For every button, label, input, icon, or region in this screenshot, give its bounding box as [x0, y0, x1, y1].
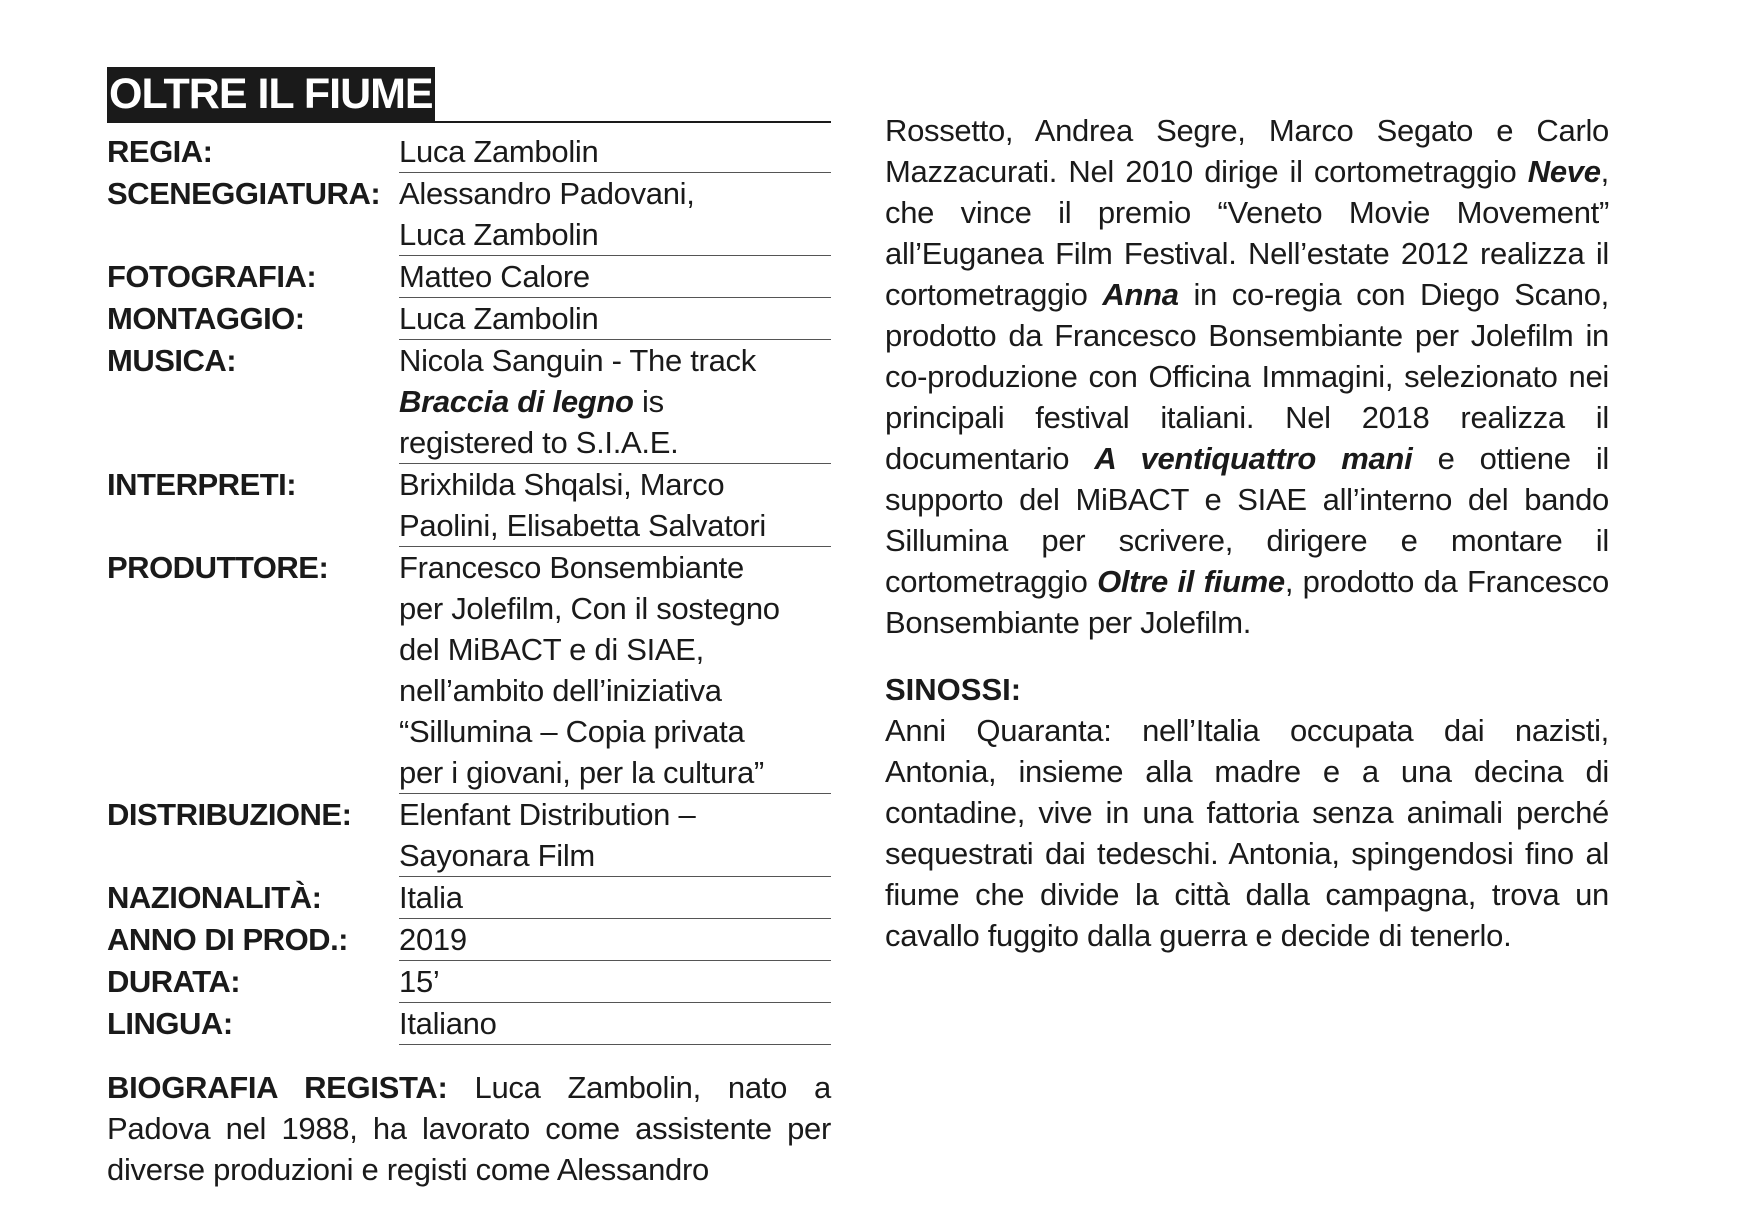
credit-value-line: nell’ambito dell’iniziativa: [399, 673, 722, 708]
bio-text: in co-regia con Diego Scano, prodotto da Francesco Bonsembiante per Jolefilm in co-produzione con Officina Immagini, selezionato nei principali festival italiani. Nel 2018 realizza il documentario: [885, 277, 1609, 476]
credit-value: [399, 1003, 831, 1045]
bio-text: Rossetto, Andrea Segre, Marco Segato e Carlo Mazzacurati. Nel 2010 dirige il cortometraggio: [885, 113, 1609, 189]
credit-value-line: Luca Zambolin: [399, 217, 599, 252]
credit-label: MUSICA:: [107, 343, 237, 378]
credit-value-line: Alessandro Padovani,: [399, 176, 695, 211]
credit-label: DURATA:: [107, 964, 241, 999]
sinossi-heading: SINOSSI:: [885, 672, 1022, 707]
credit-row-sceneggiatura: [107, 173, 831, 256]
credit-value: [399, 961, 831, 1003]
credit-value-line: Elenfant Distribution –: [399, 797, 696, 832]
credit-row-interpreti: [107, 464, 831, 547]
credit-value-line: Francesco Bonsembiante: [399, 550, 744, 585]
credit-row-fotografia: [107, 256, 831, 298]
left-column: [107, 67, 831, 1221]
credit-value: [399, 173, 831, 256]
credit-row-lingua: [107, 1003, 831, 1045]
credit-label: DISTRIBUZIONE:: [107, 797, 352, 832]
credit-row-montaggio: [107, 298, 831, 340]
credit-row-nazionalita: [107, 877, 831, 919]
credit-value-line: del MiBACT e di SIAE,: [399, 632, 704, 667]
bio-text: e ottiene il supporto del MiBACT e SIAE all’interno del bando Sillumina per scrivere, dirigere e montare il cortometraggio: [885, 441, 1610, 599]
credit-value-line: [399, 381, 831, 422]
bio-label: BIOGRAFIA REGISTA:: [107, 1070, 448, 1105]
credit-row-produttore: [107, 547, 831, 794]
credit-row-musica: [107, 340, 831, 464]
film-oltre-il-fiume: Oltre il fiume: [1097, 564, 1285, 599]
credit-value-line: Nicola Sanguin - The track: [399, 343, 756, 378]
credit-value-line: per i giovani, per la cultura”: [399, 755, 764, 790]
credit-value: [399, 298, 831, 340]
credit-value: [399, 131, 831, 173]
credit-label: MONTAGGIO:: [107, 301, 305, 336]
credit-label: FOTOGRAFIA:: [107, 259, 317, 294]
credit-value-line: 15’: [399, 964, 440, 999]
credit-value: [399, 794, 831, 877]
track-title: Braccia di legno: [399, 384, 634, 419]
film-a-ventiquattro-mani: A ventiquattro mani: [1094, 441, 1413, 476]
bio-paragraph-start: [107, 1067, 831, 1190]
credit-value-line: registered to S.I.A.E.: [399, 425, 679, 460]
sinossi-text: Anni Quaranta: nell’Italia occupata dai nazisti, Antonia, insieme alla madre e a una decina di contadine, vive in una fattoria senza animali perché sequestrati dai tedeschi. Antonia, spingendosi fino al fiume che divide la città dalla campagna, trova un cavallo fuggito dalla guerra e decide di tenerlo.: [885, 713, 1609, 953]
credit-value: [399, 547, 831, 794]
film-anna: Anna: [1102, 277, 1179, 312]
track-suffix: is: [633, 384, 664, 419]
credit-value: [399, 256, 831, 298]
credit-row-durata: [107, 961, 831, 1003]
credit-label: PRODUTTORE:: [107, 550, 329, 585]
bio-text: , prodotto da Francesco Bonsembiante per Jolefilm.: [885, 564, 1609, 640]
title-bar: [107, 67, 831, 123]
credit-label: INTERPRETI:: [107, 467, 297, 502]
credit-value-line: Italiano: [399, 1006, 497, 1041]
credit-row-regia: [107, 131, 831, 173]
bio-text: , che vince il premio “Veneto Movie Movement” all’Euganea Film Festival. Nell’estate 2012 realizza il cortometraggio: [885, 154, 1609, 312]
credits-table: [107, 131, 831, 1045]
credit-value-line: 2019: [399, 922, 467, 957]
credit-value-line: Brixhilda Shqalsi, Marco: [399, 467, 725, 502]
credit-value-line: Italia: [399, 880, 463, 915]
credit-row-distribuzione: [107, 794, 831, 877]
film-title: OLTRE IL FIUME: [107, 67, 435, 121]
credit-value: [399, 464, 831, 547]
right-column: [885, 110, 1609, 956]
credit-value-line: Paolini, Elisabetta Salvatori: [399, 508, 766, 543]
credit-value: [399, 919, 831, 961]
credit-label: ANNO DI PROD.:: [107, 922, 348, 957]
credit-value-line: Sayonara Film: [399, 838, 595, 873]
credit-label: REGIA:: [107, 134, 213, 169]
credit-value-line: Luca Zambolin: [399, 301, 599, 336]
credit-value-line: Matteo Calore: [399, 259, 590, 294]
credit-value: [399, 340, 831, 464]
credit-value-line: Luca Zambolin: [399, 134, 599, 169]
credit-label: NAZIONALITÀ:: [107, 880, 322, 915]
credit-row-anno: [107, 919, 831, 961]
credit-value-line: “Sillumina – Copia privata: [399, 714, 745, 749]
credit-value: [399, 877, 831, 919]
credit-label: SCENEGGIATURA:: [107, 176, 381, 211]
bio-paragraph-continued: [885, 110, 1609, 643]
film-neve: Neve: [1527, 154, 1601, 189]
credit-label: LINGUA:: [107, 1006, 233, 1041]
bio-text-start: Luca Zambolin, nato a Padova nel 1988, ha lavorato come assistente per diverse produzioni e registi come Alessandro: [107, 1070, 831, 1187]
credit-value-line: per Jolefilm, Con il sostegno: [399, 591, 780, 626]
